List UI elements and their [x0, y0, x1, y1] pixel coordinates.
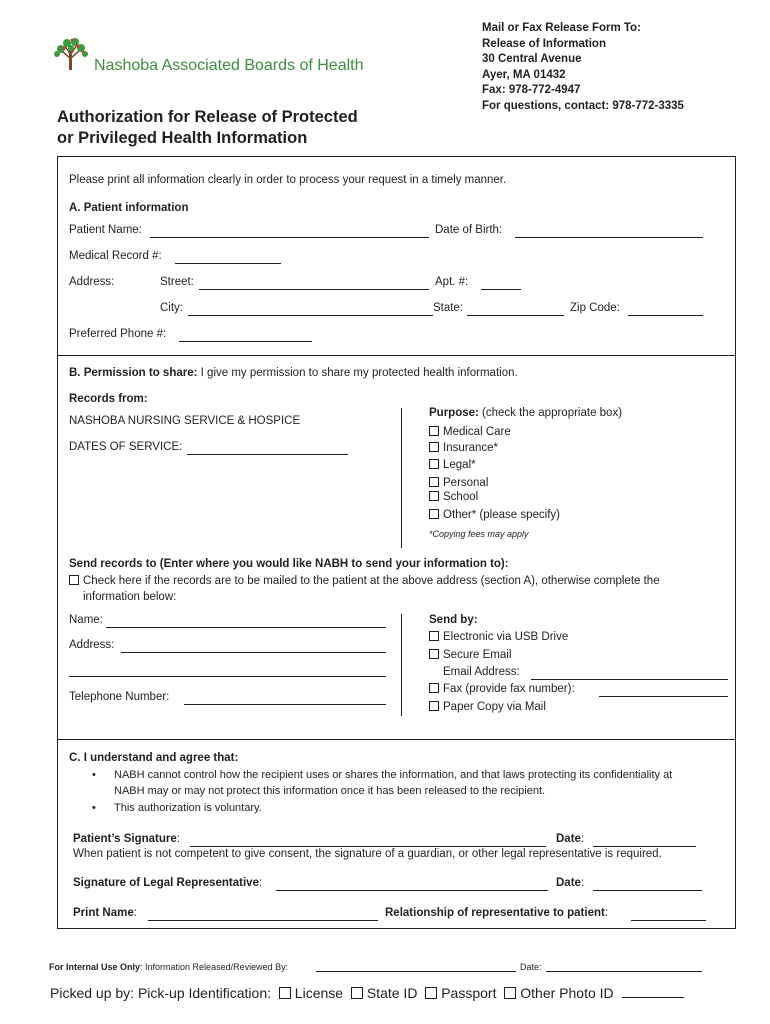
mail-line: Fax: 978-772-4947	[482, 84, 581, 96]
internal-bold: For Internal Use Only	[49, 962, 141, 972]
id-license[interactable]	[275, 985, 343, 1001]
section-b-heading-bold: B. Permission to share:	[69, 367, 198, 379]
purpose-other[interactable]	[429, 509, 560, 521]
section-c	[57, 739, 736, 929]
tree-icon	[51, 36, 91, 72]
id-other-photo[interactable]	[500, 985, 613, 1001]
recipient-name-label: Name:	[69, 614, 103, 626]
dates-of-service-label: DATES OF SERVICE:	[69, 441, 183, 453]
mail-line: 30 Central Avenue	[482, 53, 582, 65]
option-label: Legal*	[443, 459, 476, 471]
internal-date-label: Date:	[520, 962, 542, 972]
option-label: Fax (provide fax number):	[443, 683, 575, 695]
bullet-2-text: This authorization is voluntary.	[114, 802, 262, 814]
competent-note: When patient is not competent to give consent, the signature of a guardian, or other legal representative is required.	[73, 848, 662, 860]
dob-field[interactable]	[515, 227, 703, 238]
checkbox[interactable]	[429, 649, 439, 659]
send-fax[interactable]	[429, 683, 575, 695]
checkbox[interactable]	[429, 477, 439, 487]
option-label: Electronic via USB Drive	[443, 631, 569, 643]
checkbox[interactable]	[429, 491, 439, 501]
checkbox[interactable]	[504, 987, 516, 999]
send-paper-mail[interactable]	[429, 701, 546, 713]
patient-name-label: Patient Name:	[69, 224, 142, 236]
medical-record-label: Medical Record #:	[69, 250, 162, 262]
street-field[interactable]	[199, 279, 429, 290]
other-id-field[interactable]	[622, 985, 684, 998]
recipient-name-field[interactable]	[106, 617, 386, 628]
option-label: Personal	[443, 477, 489, 489]
option-label: License	[294, 985, 344, 1001]
legal-rep-signature-field[interactable]	[276, 880, 548, 891]
option-label: State ID	[366, 985, 418, 1001]
email-address-label: Email Address:	[443, 666, 520, 678]
zip-label: Zip Code:	[570, 302, 620, 314]
bullet-1-line-2: NABH may or may not protect this information once it has been released to the recipient.	[114, 785, 546, 797]
section-a-heading: A. Patient information	[69, 202, 189, 214]
option-label: Insurance*	[443, 442, 498, 454]
purpose-legal[interactable]	[429, 459, 476, 471]
telephone-field[interactable]	[184, 694, 386, 705]
patient-sig-date-label: Date:	[556, 833, 585, 845]
option-label: Paper Copy via Mail	[443, 701, 546, 713]
checkbox[interactable]	[429, 701, 439, 711]
purpose-insurance[interactable]	[429, 442, 498, 454]
checkbox[interactable]	[425, 987, 437, 999]
mail-check-text-line2: information below:	[83, 591, 177, 603]
legal-rep-date-field[interactable]	[593, 880, 702, 891]
pickup-row	[50, 985, 684, 1001]
zip-field[interactable]	[628, 305, 703, 316]
send-secure-email[interactable]	[429, 649, 511, 661]
mail-line: Ayer, MA 01432	[482, 68, 566, 81]
state-field[interactable]	[467, 305, 564, 316]
checkbox[interactable]	[69, 575, 79, 585]
released-by-field[interactable]	[316, 962, 516, 972]
patient-signature-field[interactable]	[190, 836, 546, 847]
option-label: Other Photo ID	[520, 985, 614, 1001]
mail-line: Mail or Fax Release Form To:	[482, 22, 641, 34]
send-by-label: Send by:	[429, 614, 478, 626]
internal-text: : Information Released/Reviewed By:	[140, 962, 289, 972]
mail-check-text: Check here if the records are to be mailed to the patient at the above address (section A), otherwise complete the	[83, 575, 660, 587]
patient-signature-label: Patient’s Signature:	[73, 833, 180, 845]
divider	[401, 614, 402, 716]
print-name-field[interactable]	[148, 910, 378, 921]
city-label: City:	[160, 302, 183, 314]
option-label: Secure Email	[443, 649, 512, 661]
recipient-address-field[interactable]	[121, 642, 386, 653]
relationship-field[interactable]	[631, 910, 706, 921]
divider	[401, 408, 402, 548]
checkbox[interactable]	[429, 459, 439, 469]
label-text: Date	[556, 877, 581, 889]
id-state[interactable]	[347, 985, 417, 1001]
patient-sig-date-field[interactable]	[593, 836, 696, 847]
purpose-school[interactable]	[429, 491, 478, 503]
street-label: Street:	[160, 276, 194, 288]
internal-date-field[interactable]	[546, 962, 702, 972]
dob-label: Date of Birth:	[435, 224, 503, 236]
mail-line: Release of Information	[482, 37, 606, 50]
checkbox[interactable]	[429, 442, 439, 452]
dates-of-service-field[interactable]	[187, 444, 348, 455]
recipient-address-label: Address:	[69, 639, 115, 651]
title-line-1: Authorization for Release of Protected	[57, 108, 358, 126]
purpose-personal[interactable]	[429, 477, 488, 489]
bullet-1-line-1: NABH cannot control how the recipient uses or shares the information, and that laws protecting its confidentiality at	[114, 769, 673, 781]
section-a	[57, 156, 736, 356]
print-name-label: Print Name:	[73, 907, 137, 919]
legal-rep-date-label: Date:	[556, 877, 585, 889]
mail-address-block	[482, 21, 684, 114]
checkbox[interactable]	[279, 987, 291, 999]
label-text: Signature of Legal Representative	[73, 877, 259, 889]
mail-to-patient-check[interactable]	[69, 575, 660, 587]
section-b-heading	[69, 367, 518, 379]
intro-text: Please print all information clearly in order to process your request in a timely manner.	[69, 174, 507, 186]
send-usb[interactable]	[429, 631, 568, 643]
medical-record-field[interactable]	[175, 253, 281, 264]
purpose-bold: Purpose:	[429, 407, 479, 419]
label-text: Date	[556, 833, 581, 845]
copy-fee-note: *Copying fees may apply	[429, 529, 529, 539]
section-b-heading-text: I give my permission to share my protected health information.	[197, 367, 518, 379]
option-label: Passport	[441, 985, 497, 1001]
label-text: Print Name	[73, 907, 134, 919]
legal-rep-signature-label: Signature of Legal Representative:	[73, 877, 263, 889]
city-field[interactable]	[188, 305, 433, 316]
checkbox[interactable]	[429, 631, 439, 641]
bullet-2: •	[92, 802, 96, 814]
option-label: Other* (please specify)	[443, 509, 560, 521]
records-from-label: Records from:	[69, 393, 148, 405]
phone-field[interactable]	[179, 331, 312, 342]
apt-label: Apt. #:	[435, 276, 469, 288]
pickup-label: Picked up by: Pick-up Identification:	[50, 985, 272, 1001]
label-text: Patient’s Signature	[73, 833, 177, 845]
label-text: Relationship of representative to patient	[385, 907, 605, 919]
phone-label: Preferred Phone #:	[69, 328, 167, 340]
relationship-label: Relationship of representative to patient:	[385, 907, 609, 919]
apt-field[interactable]	[481, 279, 521, 290]
page-title	[57, 107, 358, 149]
logo	[51, 36, 91, 77]
state-label: State:	[433, 302, 464, 314]
section-c-heading: C. I understand and agree that:	[69, 752, 239, 764]
purpose-label	[429, 407, 622, 419]
purpose-medical-care[interactable]	[429, 426, 511, 438]
checkbox[interactable]	[429, 683, 439, 693]
title-line-2: or Privileged Health Information	[57, 129, 308, 147]
patient-name-field[interactable]	[150, 227, 429, 238]
checkbox[interactable]	[429, 426, 439, 436]
provider-name: NASHOBA NURSING SERVICE & HOSPICE	[69, 415, 301, 427]
checkbox[interactable]	[429, 509, 439, 519]
telephone-label: Telephone Number:	[69, 691, 170, 703]
send-records-heading: Send records to (Enter where you would like NABH to send your information to):	[69, 558, 509, 570]
mail-line: For questions, contact: 978-772-3335	[482, 99, 684, 112]
option-label: Medical Care	[443, 426, 511, 438]
section-b	[57, 355, 736, 740]
option-label: School	[443, 491, 479, 503]
recipient-address-field-2[interactable]	[69, 666, 386, 677]
purpose-text: (check the appropriate box)	[478, 407, 623, 419]
id-passport[interactable]	[421, 985, 496, 1001]
email-address-field[interactable]	[531, 669, 728, 680]
fax-number-field[interactable]	[599, 686, 728, 697]
internal-use-label	[49, 962, 288, 972]
address-label: Address:	[69, 276, 115, 288]
org-name: Nashoba Associated Boards of Health	[94, 57, 364, 74]
checkbox[interactable]	[351, 987, 363, 999]
bullet-1: •	[92, 769, 96, 781]
